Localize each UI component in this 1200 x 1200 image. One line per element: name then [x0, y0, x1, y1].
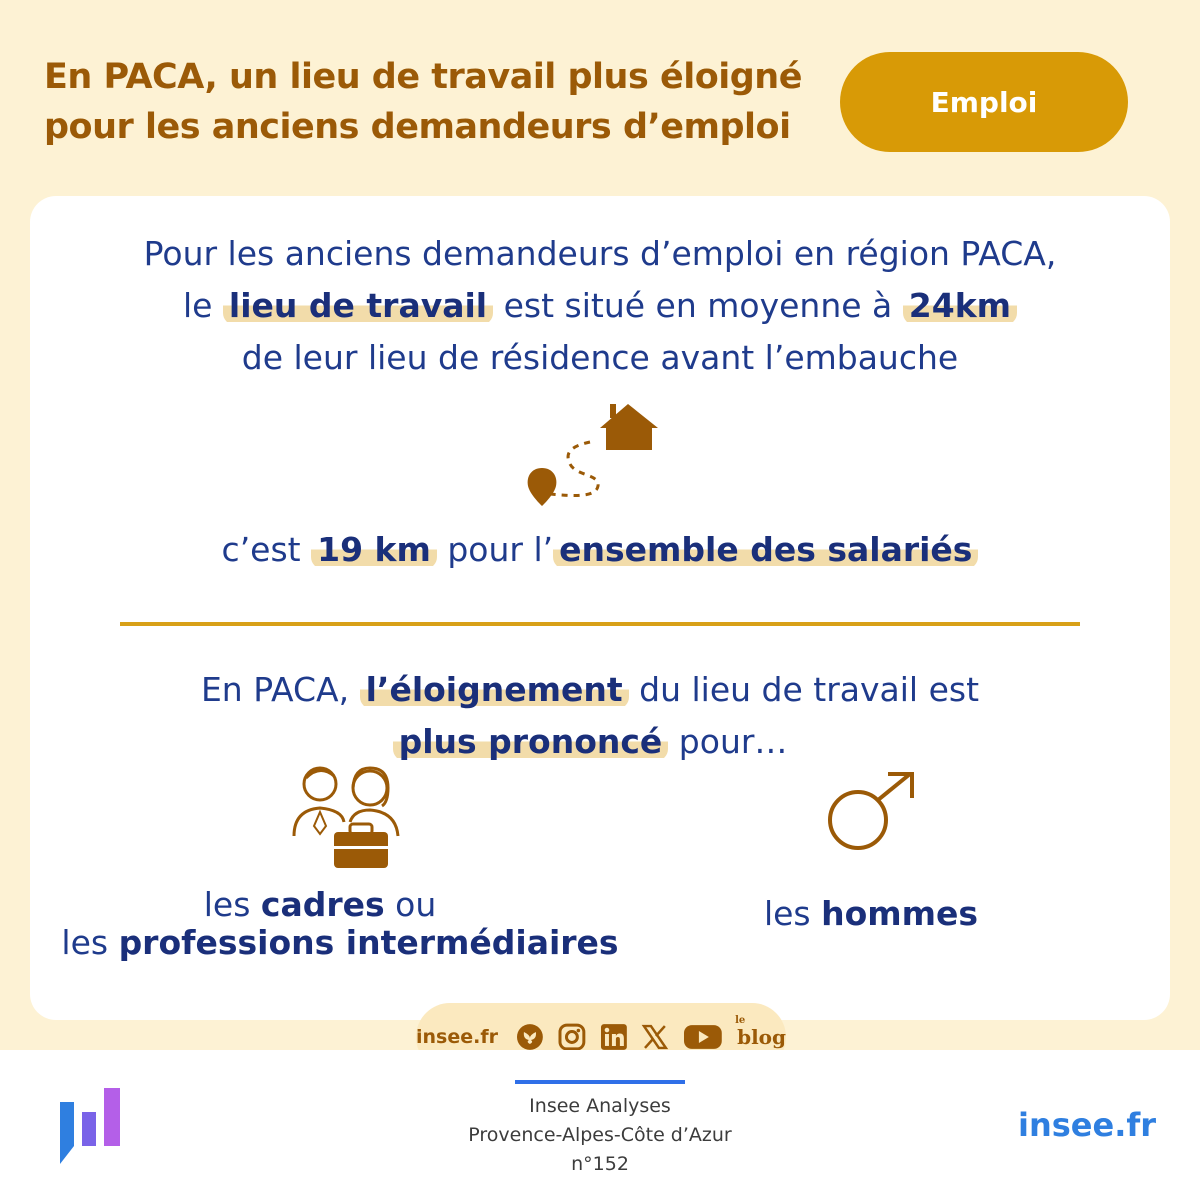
second-line-1: En PACA, l’éloignement du lieu de travail est [200, 670, 980, 709]
footer-site-link[interactable]: insee.fr [1018, 1106, 1157, 1144]
highlight-ensemble-des-salaries: ensemble des salariés [553, 530, 978, 569]
second-section-text [0, 664, 1190, 768]
title-line-2: pour les anciens demandeurs d’emploi [44, 107, 791, 147]
publication-series: Insee Analyses [529, 1095, 671, 1117]
highlight-19km: 19 km [311, 530, 437, 569]
bluesky-icon[interactable] [516, 1023, 544, 1051]
x-icon[interactable] [641, 1023, 669, 1051]
footer [0, 1050, 1200, 1200]
second-line-2: plus prononcé pour… [0, 716, 1190, 768]
highlight-24km: 24km [903, 286, 1017, 325]
route-home-icon [520, 392, 665, 512]
blog-logo[interactable]: le blog [735, 1015, 786, 1049]
publication-region: Provence-Alpes-Côte d’Azur [468, 1124, 732, 1146]
cadres-label: cadres [260, 885, 385, 924]
intro-text [0, 228, 1200, 384]
category-badge: Emploi [840, 52, 1128, 152]
title-line-1: En PACA, un lieu de travail plus éloigné [44, 57, 802, 97]
comparison-text: c’est 19 km pour l’ ensemble des salariés [0, 524, 1200, 576]
linkedin-icon[interactable] [600, 1023, 628, 1051]
intro-line-2: le lieu de travail est situé en moyenne à 24km [0, 280, 1200, 332]
professionals-icon [290, 762, 405, 870]
intro-line-3: de leur lieu de résidence avant l’embauche [241, 338, 959, 377]
group-cadres: les cadres ou les professions intermédiaires [61, 885, 619, 962]
highlight-plus-prononce: plus prononcé [393, 722, 669, 761]
hommes-label: hommes [821, 894, 979, 933]
instagram-icon[interactable] [558, 1023, 586, 1051]
group-hommes: les hommes [763, 894, 979, 933]
youtube-icon[interactable] [683, 1023, 723, 1051]
highlight-eloignement: l’éloignement [360, 670, 629, 709]
intro-line-1: Pour les anciens demandeurs d’emploi en région PACA, [143, 234, 1057, 273]
footer-accent-line [515, 1080, 685, 1084]
publication-number: n°152 [571, 1153, 629, 1175]
social-site-link[interactable]: insee.fr [416, 1026, 498, 1048]
male-symbol-icon [824, 768, 920, 856]
page-title [44, 52, 844, 152]
highlight-lieu-de-travail: lieu de travail [223, 286, 493, 325]
professions-label: professions intermédiaires [118, 923, 619, 962]
section-divider [120, 622, 1080, 626]
